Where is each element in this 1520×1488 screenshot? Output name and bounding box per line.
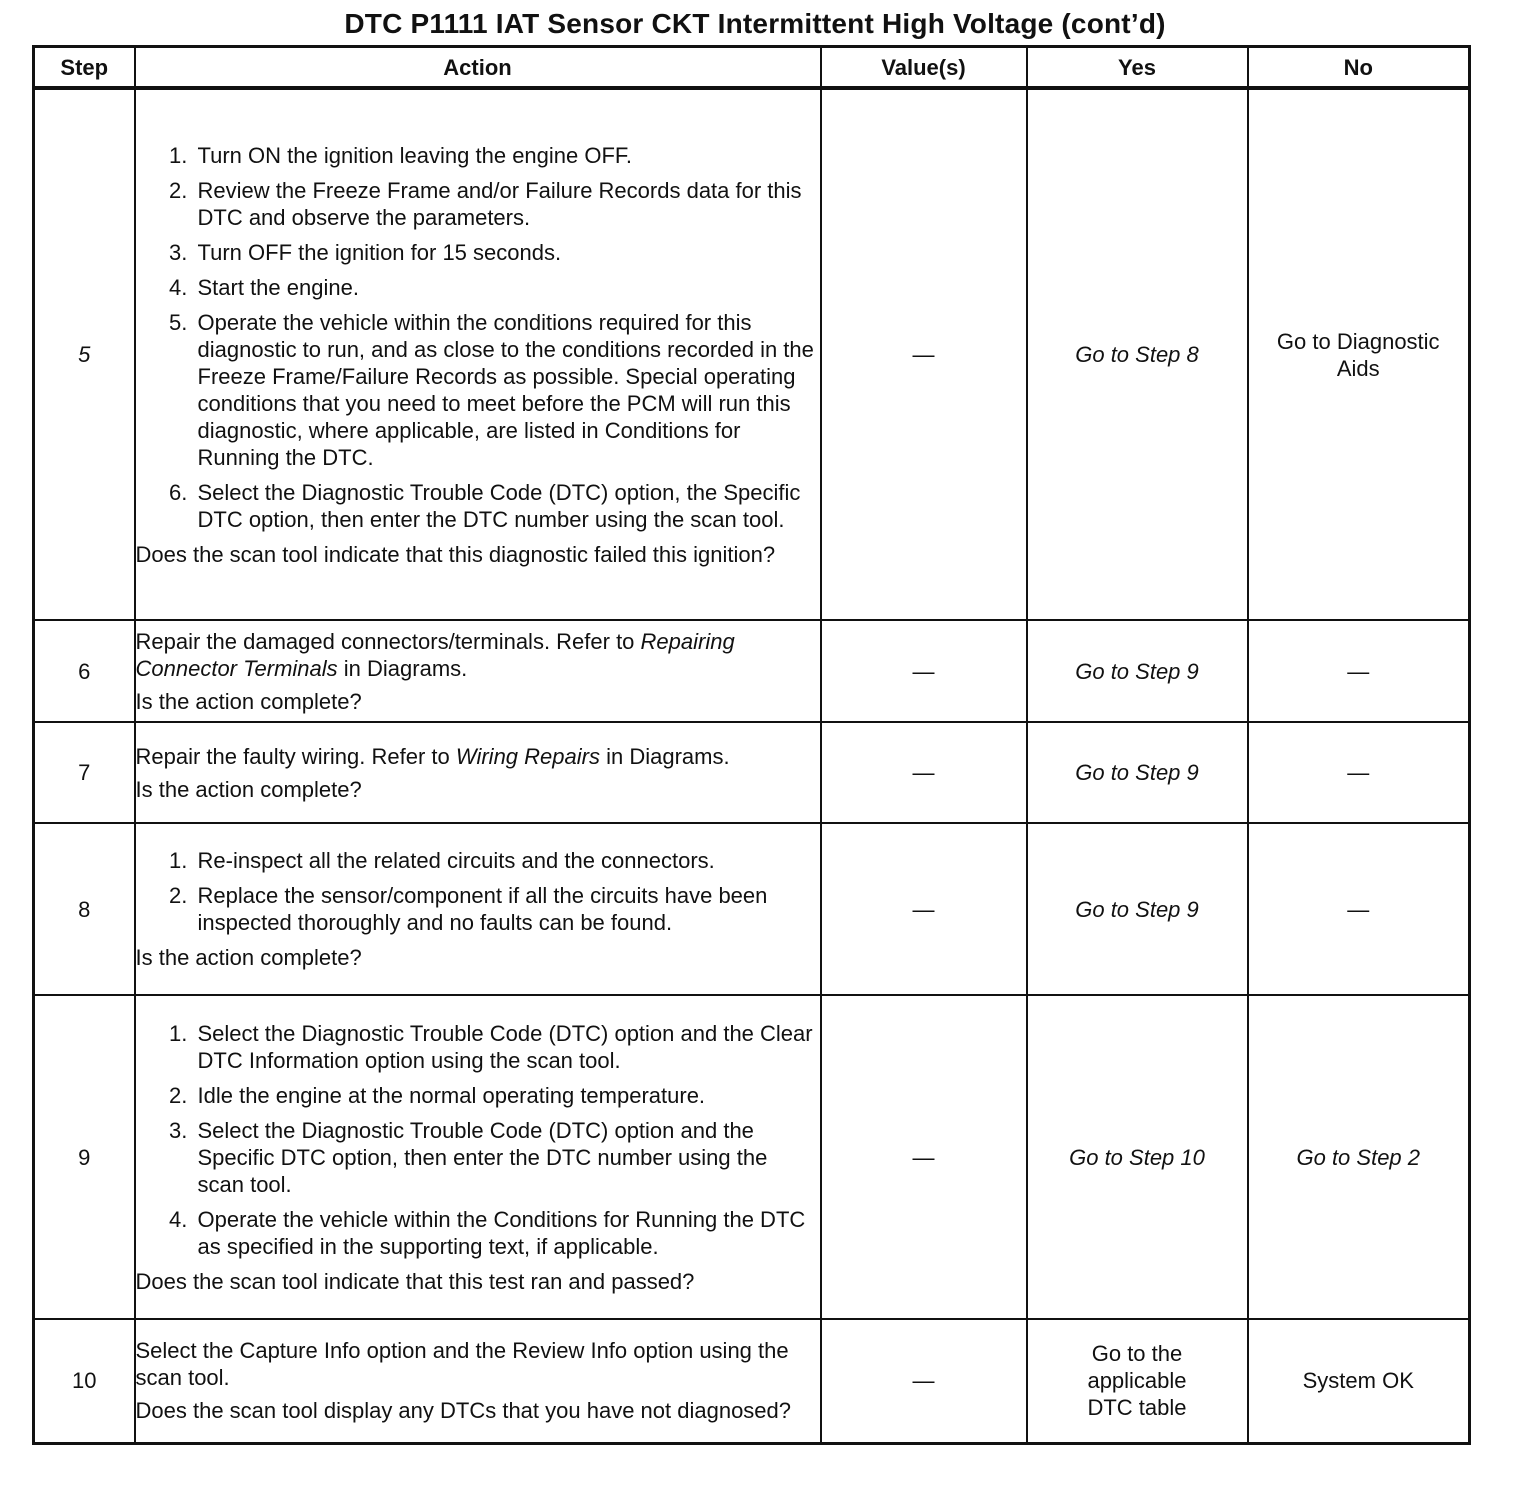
header-yes: Yes xyxy=(1027,47,1248,89)
no-cell: — xyxy=(1248,722,1470,823)
yes-cell: Go to Step 9 xyxy=(1027,823,1248,995)
header-step: Step xyxy=(34,47,135,89)
list-item: 2. Idle the engine at the normal operating temperature. xyxy=(194,1082,820,1109)
action-text: Select the Capture Info option and the Review Info option using the scan tool. xyxy=(135,1338,789,1391)
step-number: 9 xyxy=(34,995,135,1319)
yes-cell: Go to Step 10 xyxy=(1027,995,1248,1319)
action-cell xyxy=(135,1319,821,1443)
table-row-step-5 xyxy=(34,88,1470,620)
value-cell: — xyxy=(821,995,1027,1319)
list-item: 2. Review the Freeze Frame and/or Failure Records data for this DTC and observe the parameters. xyxy=(194,177,820,231)
value-cell: — xyxy=(821,722,1027,823)
question-text: Does the scan tool indicate that this test ran and passed? xyxy=(135,1268,695,1294)
action-text-a: Repair the damaged connectors/terminals. Refer to xyxy=(135,628,635,654)
list-item: 1. Re-inspect all the related circuits and the connectors. xyxy=(194,847,820,874)
list-item: 2. Replace the sensor/component if all the circuits have been inspected thoroughly and no faults can be found. xyxy=(194,882,820,936)
no-text: Go to Diagnostic Aids xyxy=(1276,328,1440,381)
header-row xyxy=(34,47,1470,89)
table-row-step-6 xyxy=(34,620,1470,722)
step-number: 10 xyxy=(34,1319,135,1443)
yes-cell: Go to Step 8 xyxy=(1027,88,1248,620)
list-item: 5. Operate the vehicle within the conditions required for this diagnostic to run, and as close to the conditions recorded in the Freeze Frame/Failure Records as possible. Special operating conditions that you need to meet before the PCM will run this diagnostic, where applicable, are listed in Conditions for Running the DTC. xyxy=(194,309,820,471)
action-cell xyxy=(135,722,821,823)
list-item: 1. Select the Diagnostic Trouble Code (DTC) option and the Clear DTC Information option using the scan tool. xyxy=(194,1020,820,1074)
header-no: No xyxy=(1248,47,1470,89)
page-title: DTC P1111 IAT Sensor CKT Intermittent High Voltage (cont’d) xyxy=(344,8,1166,39)
step-number: 5 xyxy=(34,88,135,620)
table-row-step-7 xyxy=(34,722,1470,823)
value-cell: — xyxy=(821,823,1027,995)
yes-cell xyxy=(1027,1319,1248,1443)
action-list xyxy=(136,1020,820,1260)
action-cell xyxy=(135,88,821,620)
action-cell xyxy=(135,995,821,1319)
question-text: Is the action complete? xyxy=(135,945,362,970)
step-number: 7 xyxy=(34,722,135,823)
question-text: Is the action complete? xyxy=(135,688,362,714)
action-text-b: in Diagrams. xyxy=(606,743,730,769)
value-cell: — xyxy=(821,88,1027,620)
no-cell xyxy=(1248,88,1470,620)
reference-title: Repairing Connector Terminals xyxy=(135,628,735,681)
question-text: Does the scan tool indicate that this diagnostic failed this ignition? xyxy=(135,541,776,567)
action-cell xyxy=(135,620,821,722)
table-row-step-9 xyxy=(34,995,1470,1319)
table-row-step-10 xyxy=(34,1319,1470,1443)
step-number: 6 xyxy=(34,620,135,722)
list-item: 3. Select the Diagnostic Trouble Code (DTC) option and the Specific DTC option, then enter the DTC number using the scan tool. xyxy=(194,1117,820,1198)
no-cell: — xyxy=(1248,823,1470,995)
action-cell xyxy=(135,823,821,995)
yes-text: Go to the applicable DTC table xyxy=(1087,1341,1187,1421)
table-row-step-8 xyxy=(34,823,1470,995)
no-cell: System OK xyxy=(1248,1319,1470,1443)
yes-cell: Go to Step 9 xyxy=(1027,620,1248,722)
question-text: Is the action complete? xyxy=(135,776,362,802)
value-cell: — xyxy=(821,1319,1027,1443)
list-item: 4. Operate the vehicle within the Conditions for Running the DTC as specified in the supporting text, if applicable. xyxy=(194,1206,820,1260)
reference-title: Wiring Repairs xyxy=(455,743,600,769)
action-text-a: Repair the faulty wiring. Refer to xyxy=(135,743,450,769)
action-text xyxy=(136,628,820,682)
header-action: Action xyxy=(135,47,821,89)
step-number: 8 xyxy=(34,823,135,995)
action-list xyxy=(136,142,820,533)
diagnostic-table xyxy=(32,45,1471,1445)
no-cell: — xyxy=(1248,620,1470,722)
question-text: Does the scan tool display any DTCs that you have not diagnosed? xyxy=(135,1398,792,1424)
no-cell: Go to Step 2 xyxy=(1248,995,1470,1319)
list-item: 3. Turn OFF the ignition for 15 seconds. xyxy=(194,239,820,266)
list-item: 1. Turn ON the ignition leaving the engine OFF. xyxy=(194,142,820,169)
value-cell: — xyxy=(821,620,1027,722)
yes-cell: Go to Step 9 xyxy=(1027,722,1248,823)
list-item: 6. Select the Diagnostic Trouble Code (DTC) option, the Specific DTC option, then enter the DTC number using the scan tool. xyxy=(194,479,820,533)
header-values: Value(s) xyxy=(821,47,1027,89)
list-item: 4. Start the engine. xyxy=(194,274,820,301)
action-list xyxy=(136,847,820,936)
action-text xyxy=(136,743,820,770)
action-text-b: in Diagrams. xyxy=(343,655,468,681)
